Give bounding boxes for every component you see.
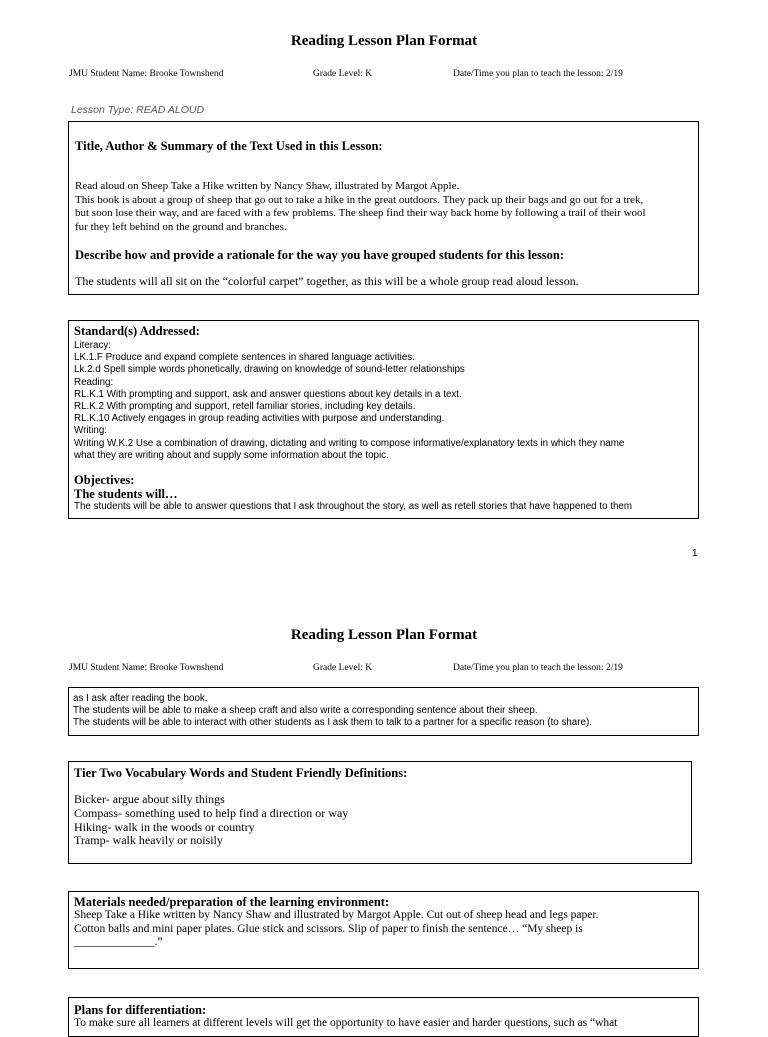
standard-line: LK.1.F Produce and expand complete sentences in shared language activities. [74, 352, 415, 364]
vocab-word: Tramp- walk heavily or noisily [74, 833, 223, 848]
materials-line: Cotton balls and mini paper plates. Glue stick and scissors. Slip of paper to finish the sentence… “My sheep is [74, 922, 583, 935]
page-title-2: Reading Lesson Plan Format [290, 627, 478, 643]
materials-box [68, 891, 699, 969]
objective-line: The students will be able to answer questions that I ask throughout the story, as well as retell stories that have happened to them [74, 501, 633, 512]
date-time: Date/Time you plan to teach the lesson: 2/19 [453, 69, 623, 79]
standard-line: Writing: [74, 425, 108, 437]
standard-line: RL.K.10 Actively engages in group reading activities with purpose and understanding. [74, 413, 445, 425]
materials-text [74, 909, 598, 950]
differentiation-heading: Plans for differentiation: [74, 1003, 207, 1017]
student-name-2: JMU Student Name: Brooke Townshend [69, 663, 224, 673]
student-name: JMU Student Name: Brooke Townshend [69, 69, 224, 79]
differentiation-box [68, 997, 699, 1037]
differentiation-line: To make sure all learners at different levels will get the opportunity to have easier and harder questions, such as “what [74, 1017, 618, 1029]
objectives-continued [73, 693, 592, 730]
standards-heading: Standard(s) Addressed: [74, 324, 200, 338]
lesson-type: Lesson Type: READ ALOUD [71, 104, 205, 116]
materials-heading: Materials needed/preparation of the learning environment: [74, 895, 390, 909]
materials-line: Sheep Take a Hike written by Nancy Shaw and illustrated by Margot Apple. Cut out of sheep head and legs paper. [74, 909, 599, 921]
standard-line: RL.K.1 With prompting and support, ask and answer questions about key details in a text. [74, 388, 462, 400]
standard-line: what they are writing about and supply some information about the topic. [74, 449, 389, 461]
summary-line: This book is about a group of sheep that go out to take a hike in the great outdoors. They pack up their bags and go out for a trek, [75, 193, 644, 206]
standard-line: RL.K.2 With prompting and support, retell familiar stories, including key details. [74, 401, 416, 413]
summary-line: Read aloud on Sheep Take a Hike written by Nancy Shaw, illustrated by Margot Apple. [75, 180, 460, 192]
standard-line: Reading: [74, 376, 114, 388]
objective-line: as I ask after reading the book. [73, 693, 208, 704]
vocab-word: Hiking- walk in the woods or country [74, 819, 255, 834]
page-number: 1 [692, 548, 698, 559]
materials-line: ______________.” [74, 936, 163, 948]
vocab-word: Compass- something used to help find a direction or way [74, 805, 349, 820]
objectives-continued-box [68, 687, 699, 736]
standards-box [68, 320, 699, 519]
objectives-subheading: The students will… [74, 487, 178, 501]
objective-line: The students will be able to interact with other students as I ask them to talk to a partner for a specific reason (to share). [73, 717, 592, 729]
summary-line: but soon lose their way, and are faced with a few problems. The sheep find their way back home by following a trail of their wool [75, 207, 646, 219]
vocab-word: Bicker- argue about silly things [74, 792, 225, 806]
grade-level: Grade Level: K [313, 69, 373, 79]
summary-box [68, 121, 699, 295]
vocabulary-list [74, 793, 348, 848]
standard-line: Writing W.K.2 Use a combination of drawing, dictating and writing to compose informative/explanatory texts in which they name [74, 437, 625, 449]
page-title: Reading Lesson Plan Format [290, 33, 478, 49]
vocabulary-heading: Tier Two Vocabulary Words and Student Friendly Definitions: [74, 766, 408, 780]
summary-heading: Title, Author & Summary of the Text Used in this Lesson: [75, 139, 383, 153]
grade-level-2: Grade Level: K [313, 663, 373, 673]
date-time-2: Date/Time you plan to teach the lesson: 2/19 [453, 663, 623, 673]
objectives-heading: Objectives: [74, 473, 135, 487]
vocabulary-box [68, 761, 692, 864]
standard-line: Literacy: [74, 340, 112, 351]
objective-line: The students will be able to make a sheep craft and also write a corresponding sentence about their sheep. [73, 705, 538, 717]
standards-list [74, 340, 624, 462]
grouping-heading: Describe how and provide a rationale for the way you have grouped students for this lesson: [75, 248, 565, 262]
summary-text [75, 180, 646, 234]
grouping-text: The students will all sit on the “colorful carpet” together, as this will be a whole group read aloud lesson. [75, 274, 579, 288]
standard-line: Lk.2.d Spell simple words phonetically, drawing on knowledge of sound-letter relationships [74, 364, 465, 376]
summary-line: fur they left behind on the ground and branches. [75, 220, 287, 233]
